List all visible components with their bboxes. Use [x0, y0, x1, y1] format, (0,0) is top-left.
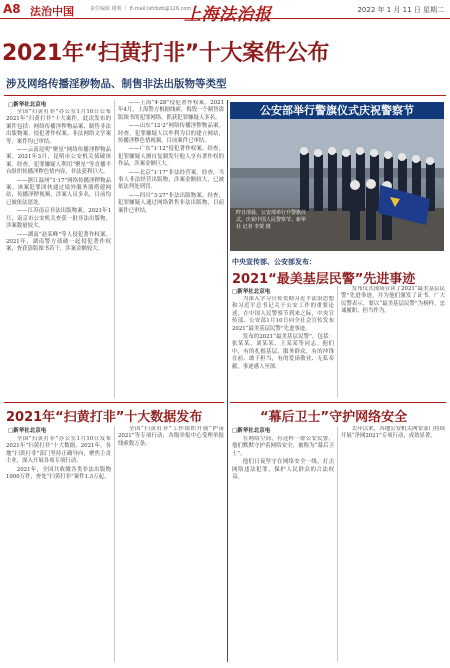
lead-paragraph: ——湖南“赵某峰”等人侵犯著作权案。2021年，湖南警方侦破一起侵犯著作权案，查获盗版图书若干，涉案金额较大。	[6, 231, 111, 253]
lead-headline: 2021年“扫黄打非”十大案件公布	[2, 41, 330, 66]
main-divider	[227, 100, 228, 662]
stats-column-1	[6, 436, 111, 662]
guard-paragraph: 在网络空间，有这样一群公安民警，他们默默守护着网络安全，被称为“幕后卫士”。	[232, 436, 334, 457]
guard-column-1	[232, 436, 334, 662]
guard-paragraph: 去年以来，各地公安机关网安部门持续开展“净网2021”专项行动，成效显著。	[341, 426, 445, 440]
masthead-logo: 上海法治报	[184, 5, 272, 25]
page-header	[0, 0, 450, 25]
lead-column-2	[118, 100, 224, 398]
page-number: A8	[3, 2, 21, 16]
column-divider	[337, 286, 338, 398]
stats-paragraph: 2021年，全国共收缴各类非法出版物1900万件，查处“扫黄打非”案件1.3万起。	[6, 466, 111, 481]
photo-banner: 公安部举行警旗仪式庆祝警察节	[230, 102, 444, 119]
lead-source: □新华社北京电	[8, 102, 47, 108]
stats-column-2	[118, 426, 224, 662]
story-kicker: 中央宣传部、公安部发布：	[232, 258, 316, 266]
column-divider	[114, 426, 115, 662]
column-divider	[337, 426, 338, 662]
editor-info: 责任编辑 楼明 ｜ E-mail:lsfzbzb@126.com	[90, 6, 192, 12]
story-paragraph: 为深入学习宣传贯彻习近平法治思想和习近平总书记关于公安工作的重要论述，在中国人民警察节到来之际，中央宣传部、公安部1月10日向全社会宣传发布2021“最美基层民警”先进事迹。	[232, 296, 334, 332]
guard-paragraph: 他们日夜坚守在网络安全一线，打击网络违法犯罪，保护人民群众的合法权益。	[232, 459, 334, 481]
photo-caption: 昨日清晨，公安部举行升警旗仪式，庆祝中国人民警察节。新华社 记者 李贺 摄	[236, 210, 307, 230]
stats-paragraph: 全国“扫黄打非”办公室1月10日发布2021年“扫黄打非”十大数据。2021年，各地“扫黄打非”部门坚持正确导向，聚焦主责主业，深入开展各项专项行动。	[6, 436, 111, 465]
stats-headline: 2021年“扫黄打非”十大数据发布	[6, 410, 203, 425]
stats-paragraph: 全国“扫黄打非”工作组织开展“护苗2021”等专项行动，各级举报中心受理举报线索数万条。	[118, 426, 224, 447]
stats-source: □新华社北京电	[8, 428, 47, 434]
story-paragraph: 发布的2021“最美基层民警”，包括：张某某、刘某某、王某某等同志。他们中，有的扎根基层、服务群众，有的冲锋在前、敢于担当，有的爱岗敬业、无私奉献，事迹感人至深。	[232, 334, 334, 370]
lead-paragraph: ——上海“4·28”侵犯著作权案。2021年4月，上海警方根据线索，捣毁一个制售盗版图书的犯罪网络，抓获犯罪嫌疑人多名。	[118, 100, 224, 121]
headline-rule	[4, 95, 446, 96]
lead-paragraph: ——广东“1·12”侵犯著作权案。经查，犯罪嫌疑人擅自复制发行他人享有著作权的作品，涉案金额巨大。	[118, 146, 224, 168]
guard-column-2	[341, 426, 445, 662]
lead-paragraph: ——江苏南京非法出版物案。2021年1月，南京市公安机关查获一批非法出版物，涉案数量较大。	[6, 208, 111, 230]
section-rule	[230, 402, 446, 403]
section-rule	[4, 402, 224, 403]
story-source: □新华社北京电	[232, 289, 271, 295]
column-divider	[114, 100, 115, 398]
story-column-1	[232, 296, 334, 398]
lead-column-1	[6, 109, 111, 399]
lead-paragraph: 全国“扫黄打非”办公室1月10日公布2021年“扫黄打非”十大案件。此次发布的案件包括：网络传播淫秽物品案、制售非法出版物案、侵犯著作权案、非法网络文学案等，案件均已审结。	[6, 109, 111, 145]
story-headline: 2021“最美基层民警”先进事迹	[232, 272, 416, 287]
section-name: 法治中国	[30, 5, 74, 18]
lead-subtitle: 涉及网络传播淫秽物品、制售非法出版物等类型	[6, 78, 227, 90]
lead-paragraph: ——云南昆明“聚星”网络传播淫秽物品案。2021年3月，昆明市公安机关侦破该案。经查，犯罪嫌疑人利用“聚星”等直播平台组织传播淫秽色情内容，非法获利巨大。	[6, 147, 111, 176]
lead-paragraph: ——浙江温州“1·17”网络传播淫秽物品案。该案犯罪团伙通过境外服务器搭建网站，传播淫秽视频，涉案人员多名，目前均已被依法惩处。	[6, 177, 111, 206]
guard-headline: “幕后卫士”守护网络安全	[260, 410, 408, 425]
issue-date: 2022 年 1 月 11 日 星期二	[357, 6, 444, 14]
lead-paragraph: ——北京“1·17”非法经营案。经查，当事人非法经营出版物，涉案金额较大，已被依法判处刑罚。	[118, 169, 224, 191]
story-paragraph: 发布仪式现场宣读了2021“最美基层民警”先进事迹，并为他们颁发了证书。广大民警表示，要以“最美基层民警”为榜样，忠诚履职、担当作为。	[341, 286, 445, 315]
guard-source: □新华社北京电	[232, 428, 271, 434]
lead-paragraph: ——山东“12·2”网络传播淫秽物品案。经查，犯罪嫌疑人以牟利为目的建立网站，传播淫秽色情视频。目前案件已审结。	[118, 123, 224, 145]
lead-paragraph: ——四川“3·27”非法出版物案。经查，犯罪嫌疑人通过网络销售非法出版物，目前案件已审结。	[118, 192, 224, 214]
story-column-2	[341, 286, 445, 398]
